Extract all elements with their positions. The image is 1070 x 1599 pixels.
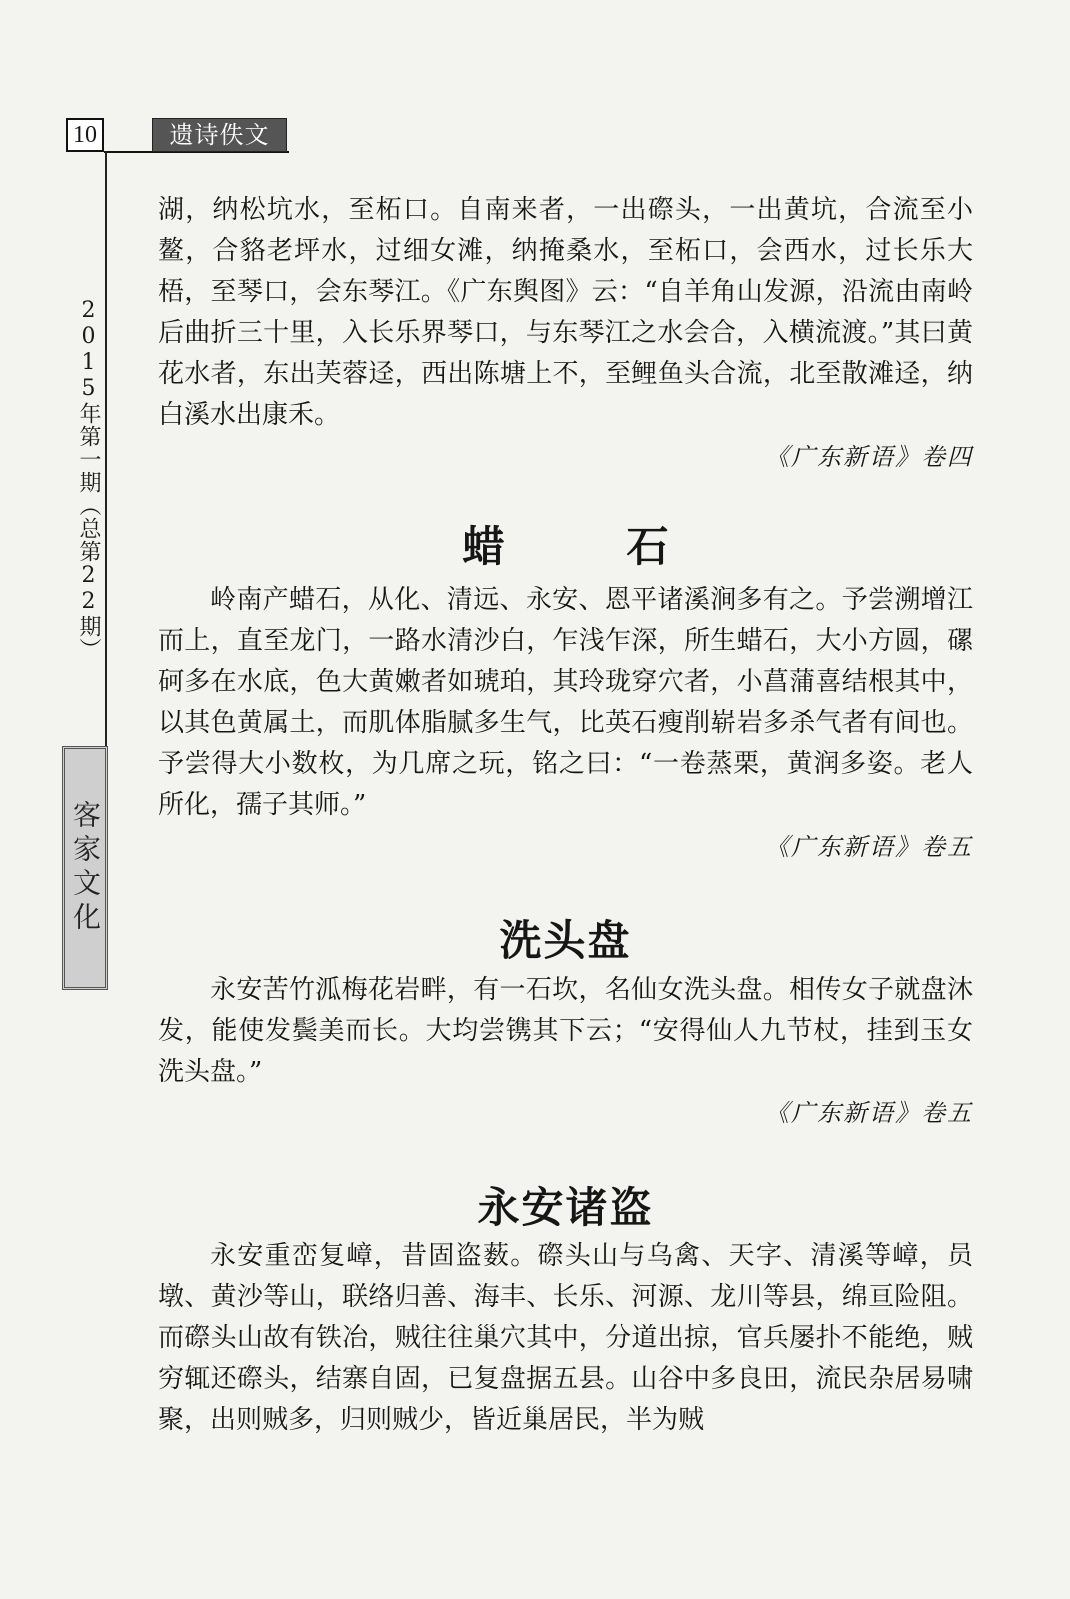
section-title: 洗头盘 bbox=[499, 916, 632, 965]
paragraph: 岭南产蜡石，从化、清远、永安、恩平诸溪涧多有之。予尝溯增江而上，直至龙门，一路水清沙白，乍浅乍深，所生蜡石，大小方圆，磥砢多在水底，色大黄嫩者如琥珀，其玲珑穿穴者，小菖蒲喜结根其中，以其色黄属土，而肌体脂腻多生气，比英石瘦削崭岩多杀气者有间也。予尝得大小数枚，为几席之玩，铭之曰：“一卷蒸栗，黄润多姿。老人所化，孺子其师。” bbox=[158, 585, 973, 820]
paragraph: 永安重峦复嶂，昔固盗薮。磜头山与乌禽、天字、清溪等嶂，员墩、黄沙等山，联络归善、海丰、长乐、河源、龙川等县，绵亘险阻。而磜头山故有铁冶，贼往往巢穴其中，分道出掠，官兵屡扑不能绝，贼穷辄还磜头，结寨自固，已复盘据五县。山谷中多良田，流民杂居易啸聚，出则贼多，归则贼少，皆近巢居民，半为贼 bbox=[158, 1241, 973, 1435]
source-citation: 《广东新语》卷五 bbox=[765, 833, 973, 861]
issue-info: 2015年第一期（总第22期） bbox=[76, 298, 101, 661]
paragraph: 永安苦竹泒梅花岩畔，有一石坎，名仙女洗头盘。相传女子就盘沐发，能使发鬓美而长。大均尝镌其下云；“安得仙人九节杖，挂到玉女洗头盘。” bbox=[158, 975, 973, 1087]
section-title: 永安诸盗 bbox=[477, 1183, 654, 1232]
page-number: 10 bbox=[66, 118, 104, 152]
paragraph-continued: 湖，纳松坑水，至柘口。自南来者，一出磜头，一出黄坑，合流至小鳌，合貉老坪水，过细女滩，纳掩桑水，至柘口，会西水，过长乐大梧，至琴口，会东琴江。《广东舆图》云：“自羊角山发源，沿流由南岭后曲折三十里，入长乐界琴口，与东琴江之水会合，入横流渡。”其曰黄花水者，东出芙蓉迳，西出陈塘上不，至鲤鱼头合流，北至散滩迳，纳白溪水出康禾。 bbox=[158, 195, 973, 430]
column-tag: 遗诗佚文 bbox=[152, 118, 287, 152]
section-title: 蜡 石 bbox=[462, 522, 709, 571]
source-citation: 《广东新语》卷五 bbox=[765, 1099, 973, 1127]
journal-seal: 客家文化 bbox=[62, 746, 108, 990]
source-citation: 《广东新语》卷四 bbox=[765, 443, 973, 471]
margin-rule bbox=[105, 151, 107, 747]
